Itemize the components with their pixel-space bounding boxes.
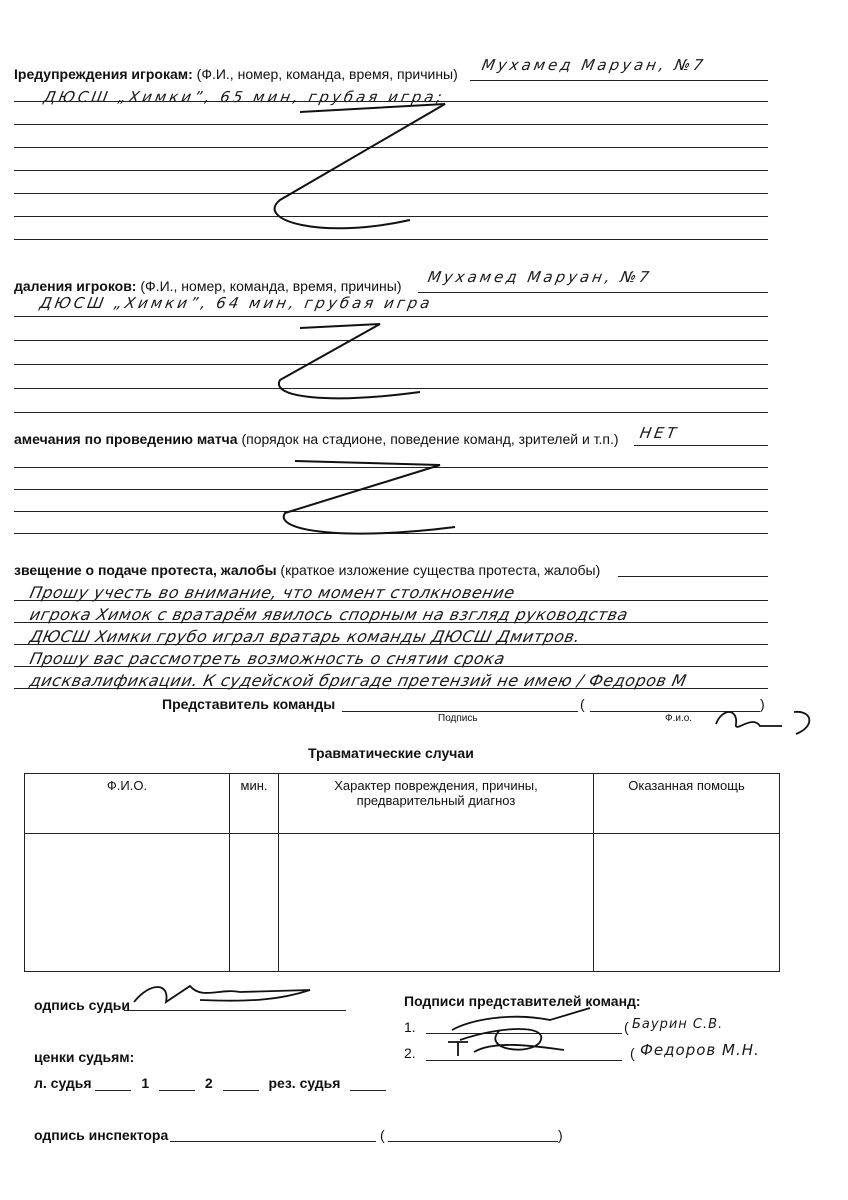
warnings-handwritten-1: Мухамед Маруан, №7	[480, 56, 708, 74]
table-cell	[25, 834, 230, 972]
removals-handwritten-1: Мухамед Маруан, №7	[426, 268, 654, 286]
warnings-label: Iредупреждения игрокам: (Ф.И., номер, команда, время, причины)	[14, 66, 458, 82]
remarks-handwritten: НЕТ	[638, 424, 681, 442]
inspector-label: одпись инспектора	[34, 1127, 169, 1143]
removals-label: даления игроков: (Ф.И., номер, команда, время, причины)	[14, 278, 402, 294]
protest-handwritten-4: Прошу вас рассмотреть возможность о снятии срока	[27, 649, 507, 668]
protest-handwritten-3: ДЮСШ Химки грубо играл вратарь команды ДЮСШ Дмитров.	[27, 627, 583, 646]
col-min: мин.	[230, 774, 279, 834]
referee-signature	[130, 980, 330, 1010]
rep2-name: Федоров М.Н.	[640, 1041, 760, 1059]
col-fio: Ф.И.О.	[25, 774, 230, 834]
protest-handwritten-2: игрока Химок с вратарём явилось спорным на взгляд руководства	[27, 605, 630, 624]
protest-handwritten-1: Прошу учесть во внимание, что момент столкновение	[27, 583, 517, 602]
caption-signature: Подпись	[438, 713, 478, 724]
rep1-name: Баурин С.В.	[632, 1017, 724, 1032]
caption-name: Ф.и.о.	[665, 713, 693, 724]
warnings-handwritten-2: ДЮСШ „Химки”, 65 мин, грубая игра;	[42, 88, 447, 106]
rep1-number: 1.	[404, 1019, 416, 1035]
protest-handwritten-5: дисквалификации. К судейской бригаде претензий не имею / Федоров М	[27, 671, 689, 690]
injuries-table	[24, 773, 780, 972]
representative-signature	[712, 704, 822, 740]
rep2-signature	[444, 1036, 594, 1060]
team-reps-label: Подписи представителей команд:	[404, 993, 641, 1009]
strikeout-scribble-3	[275, 455, 465, 545]
col-injury: Характер повреждения, причины, предварительный диагноз	[279, 774, 594, 834]
grades-label: ценки судьям:	[34, 1049, 135, 1065]
remarks-label: амечания по проведению матча (порядок на стадионе, поведение команд, зрителей и т.п.)	[14, 431, 619, 447]
grades-row: л. судья 1 2 рез. судья	[34, 1075, 386, 1091]
strikeout-scribble-2	[270, 318, 440, 408]
referee-signature-label: одпись судьи	[34, 997, 130, 1013]
injuries-title: Травматические случаи	[308, 745, 474, 761]
table-cell	[279, 834, 594, 972]
representative-label: Представитель команды	[162, 696, 336, 712]
strikeout-scribble-1	[260, 100, 450, 240]
col-help: Оказанная помощь	[594, 774, 780, 834]
rep2-number: 2.	[404, 1045, 416, 1061]
removals-handwritten-2: ДЮСШ „Химки”, 64 мин, грубая игра	[38, 294, 435, 312]
table-cell	[230, 834, 279, 972]
table-cell	[594, 834, 780, 972]
protest-label: звещение о подаче протеста, жалобы (краткое изложение существа протеста, жалобы)	[14, 562, 601, 578]
